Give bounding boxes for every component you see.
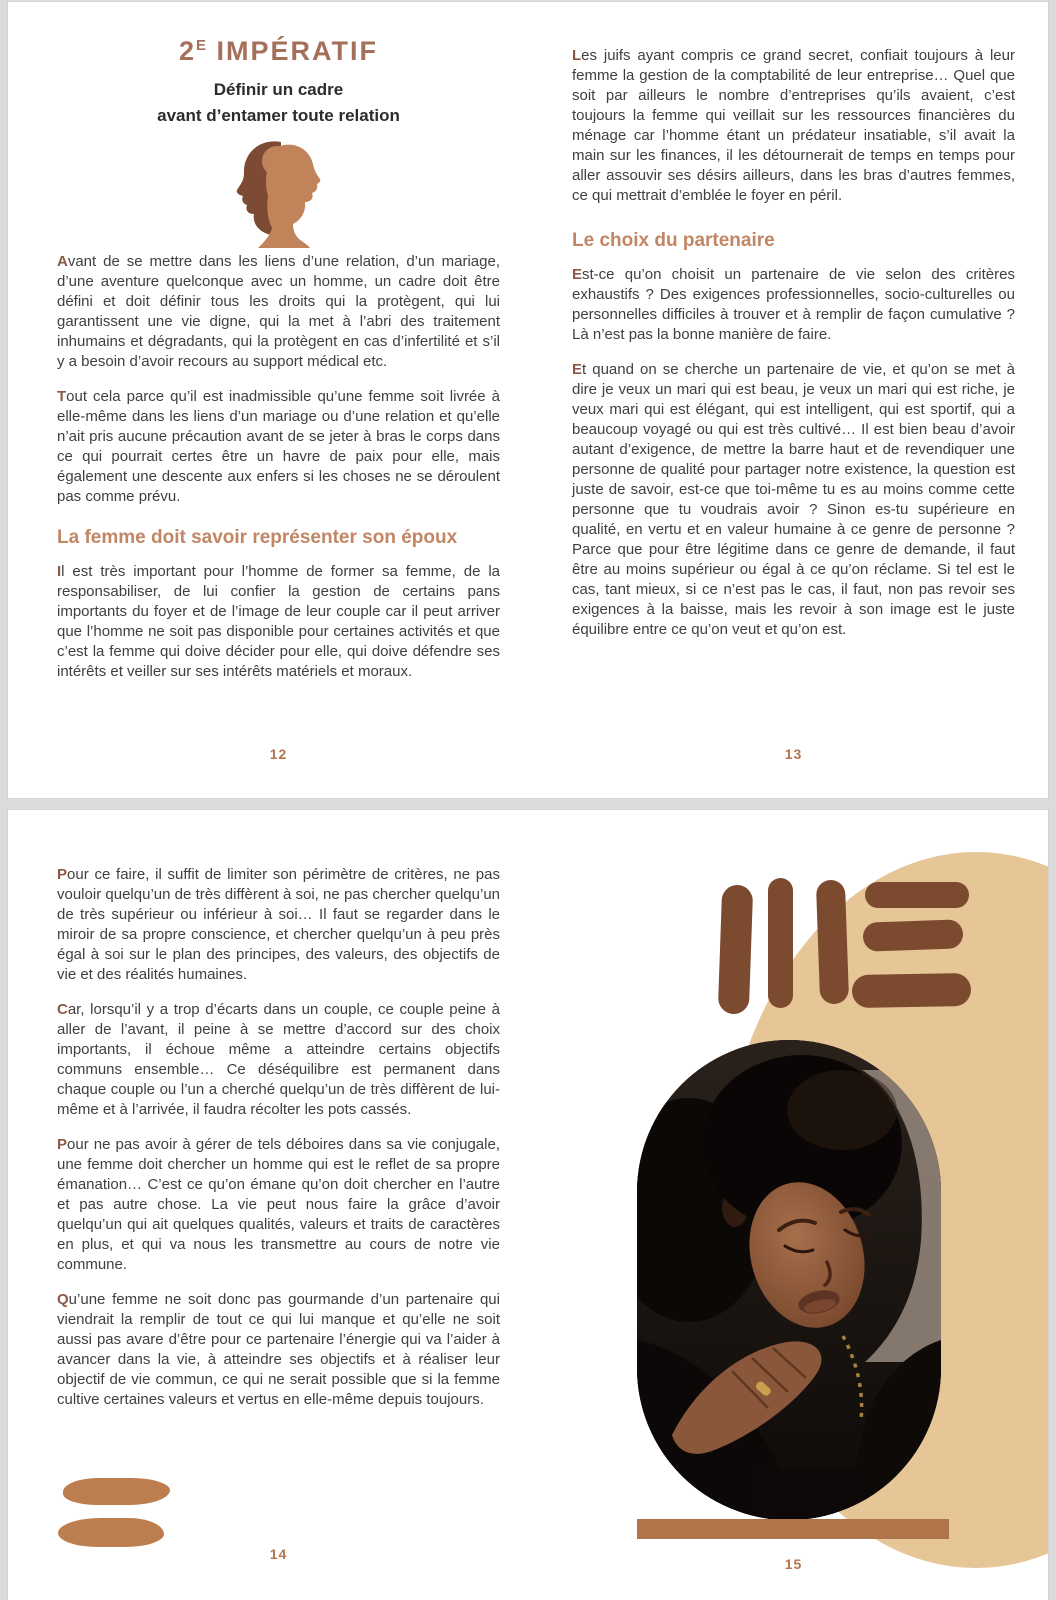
- page-14-text: [57, 865, 500, 1425]
- couple-silhouette-icon: [57, 132, 500, 253]
- decorative-horizontal-bar: [852, 973, 972, 1008]
- page-number: 12: [269, 746, 288, 762]
- paragraph: Pour ne pas avoir à gérer de tels déboires dans sa vie conjugale, une femme doit chercher un homme qui est le reflet de sa propre émanation… C’est ce qu’on émane qu’on doit chercher en l’autre et pas autre chose. La vie peut nous faire la grâce d’avoir quelqu’un qui ait quelques qualités, valeurs et traits de caractères en plus, et qui va nous les transmettre au cours de notre vie commune.: [57, 1136, 500, 1273]
- chapter-subtitle-line2: avant d’entamer toute relation: [157, 105, 400, 125]
- paragraph: Avant de se mettre dans les liens d’une relation, d’un mariage, d’une aventure quelconque avec un homme, un cadre doit être défini et doit définir tous les droits qui la protègent, qui lui garantissent une vie digne, qui la met à l’abri des traitement inhumains et dégradants, qui la protègent en cas d’infertilité et s’il y a besoin d’avoir recours au support médical etc.: [57, 253, 500, 370]
- decorative-horizontal-bar: [863, 919, 964, 951]
- paragraph: Il est très important pour l’homme de former sa femme, de la responsabiliser, de lui confier la gestion de certains pans importants du foyer et de l’image de leur couple car il peut arriver que l’homme ne soit pas disponible pour certaines activités et que c’est la femme qui doive décider pour elle, qui doive défendre ses intérêts et veiller sur ses intérêts matériels et moraux.: [57, 562, 500, 680]
- decorative-vertical-bar: [816, 880, 849, 1005]
- section-heading: La femme doit savoir représenter son époux: [57, 527, 458, 548]
- paragraph: Les juifs ayant compris ce grand secret, confiait toujours à leur femme la gestion de la comptabilité de leur entreprise… Quel que soit par ailleurs le nombre d’entreprises qu’ils avaient, c’est toujours la femme qui veillait sur les ressources financières du ménage car l’homme étant un prédateur insatiable, s’il avait la main sur les finances, il les détournerait de temps en temps pour aller assouvir ses désirs ailleurs, dans les bras d’autres femmes, ce qui mettrait d’emblée le foyer en péril.: [572, 47, 1015, 204]
- page-13: [572, 2, 1015, 798]
- page-number: 13: [784, 746, 803, 762]
- chapter-word: IMPÉRATIF: [216, 36, 379, 66]
- paragraph: Car, lorsqu’il y a trop d’écarts dans un couple, ce couple peine à aller de l’avant, il peine à se mettre d’accord sur des choix importants, il échoue même a atteindre certains objectifs communs ensemble… Ce déséquilibre est permanent dans chaque couple ou l’un a cherché quelqu’un de très diffèrent de lui-même et à l’arrivée, il faudra récolter les pots cassés.: [57, 1001, 500, 1118]
- decorative-underline-bar: [637, 1519, 949, 1539]
- paragraph: Tout cela parce qu’il est inadmissible qu’une femme soit livrée à elle-même dans les liens d’un mariage ou d’une relation et qu’elle n’ait pris aucune précaution avant de se jeter à bras le corps dans ce qui pourrait certes être un havre de paix pour elle, mais également une descente aux enfers si les choses ne se déroulent pas comme prévu.: [57, 388, 500, 505]
- spread-pages-14-15: [8, 810, 1048, 1600]
- decorative-blob: [58, 1518, 164, 1547]
- chapter-number: 2: [178, 36, 196, 66]
- couple-photo: [637, 1040, 941, 1520]
- page-12: [57, 2, 500, 798]
- paragraph: Pour ce faire, il suffit de limiter son périmètre de critères, ne pas vouloir quelqu’un de très diffèrent à soi, ne pas chercher quelqu’un de très supérieur ou inférieur à soi… Il faut se regarder dans le miroir de sa propre conscience, et chercher quelqu’un à peu près égal à soi sur le plan des principes, des valeurs, des objectifs de vie et des réalités humaines.: [57, 866, 500, 983]
- chapter-number-ordinal: E: [196, 37, 208, 54]
- chapter-title: [57, 36, 500, 67]
- decorative-horizontal-bar: [865, 882, 969, 908]
- chapter-subtitle: [57, 77, 500, 128]
- decorative-blob: [63, 1478, 170, 1505]
- paragraph: Et quand on se cherche un partenaire de vie, et qu’on se met à dire je veux un mari qui est beau, je veux un mari qui est riche, je veux mari qui est élégant, qui est intelligent, qui est sportif, qui a beaucoup voyagé ou qui est très cultivé… Il est bien beau d’avoir autant d’exigence, de mettre la barre haut et de revendiquer une personne de qualité pour partager notre existence, la question est juste de savoir, est-ce que toi-même tu es au moins comme cette personne que tu voudrais avoir ? Sinon es-tu supérieure en qualité, en vertu et en valeur humaine à ce genre de personne ? Parce que pour être légitime dans ce genre de demande, il faut être au moins supérieur ou égal à ce qu’on réclame. Si tel est le cas, tant mieux, si ce n’est pas le cas, il faut, non pas revoir ses exigences à la baisse, mais les revoir à son image est le juste équilibre entre ce qu’on veut et qu’on est.: [572, 360, 1015, 638]
- page-number: 15: [784, 1556, 803, 1572]
- page-13-text: [572, 46, 1015, 655]
- page-12-text: [57, 252, 500, 697]
- chapter-subtitle-line1: Définir un cadre: [213, 80, 344, 99]
- decorative-vertical-bar: [768, 878, 793, 1008]
- paragraph: Est-ce qu’on choisit un partenaire de vie selon des critères exhaustifs ? Des exigences professionnelles, socio-culturelles ou personnelles difficiles à trouver et à remplir de façon cumulative ? Là n’est pas la bonne manière de faire.: [572, 265, 1015, 343]
- section-heading: Le choix du partenaire: [572, 230, 775, 251]
- decorative-vertical-bar: [718, 884, 753, 1014]
- page-number: 14: [269, 1546, 288, 1562]
- spread-pages-12-13: [8, 2, 1048, 798]
- paragraph: Qu’une femme ne soit donc pas gourmande d’un partenaire qui viendrait la remplir de tout ce qui lui manque et qu’elle ne soit aussi pas avare d’être pour ce partenaire l’énergie qui va l’aider à avancer dans la vie, à atteindre ses objectifs et à réaliser leur objectif de vie commun, ce qui ne serait possible que si la femme cultive certaines valeurs et vertus en elle-même depuis toujours.: [57, 1291, 500, 1408]
- chapter-header: [57, 36, 500, 128]
